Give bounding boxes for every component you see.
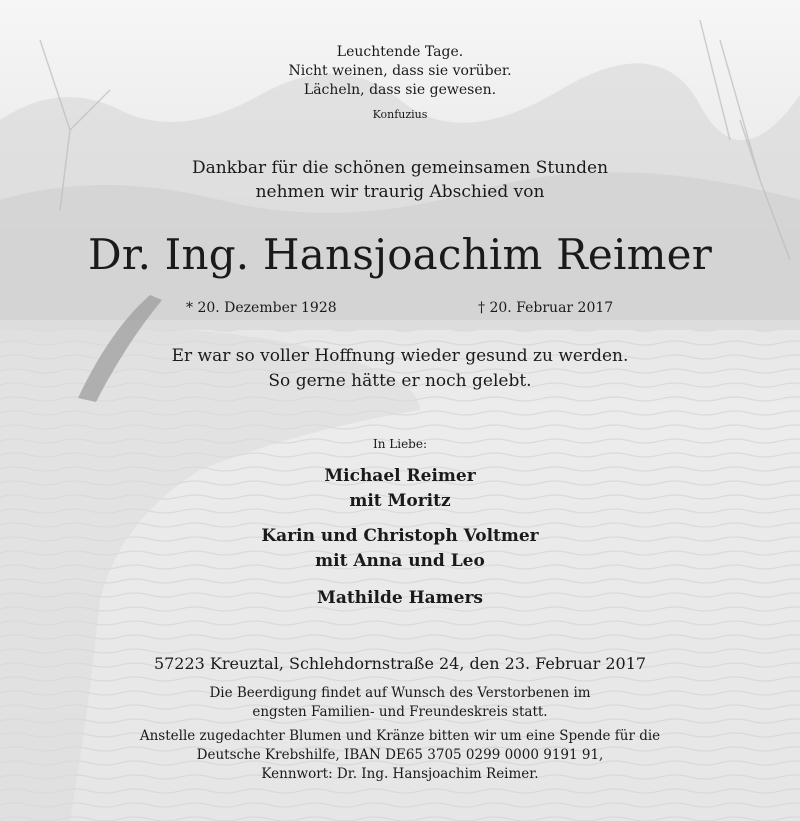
death-date: † 20. Februar 2017 [478,300,614,316]
donation-line-3: Kennwort: Dr. Ing. Hansjoachim Reimer. [261,766,539,782]
birth-date: * 20. Dezember 1928 [186,300,337,316]
motto-line-1: Leuchtende Tage. [336,44,464,60]
deceased-name: Dr. Ing. Hansjoachim Reimer [88,230,712,279]
mourner-1-name: Michael Reimer [324,466,476,486]
intro-line-2: nehmen wir traurig Abschied von [255,182,545,202]
mourner-1-with: mit Moritz [349,491,451,511]
donation-line-2: Deutsche Krebshilfe, IBAN DE65 3705 0299 0000 9191 91, [196,747,604,763]
donation-line-1: Anstelle zugedachter Blumen und Kränze bitten wir um eine Spende für die [139,728,661,744]
motto-line-2: Nicht weinen, dass sie vorüber. [288,63,512,79]
mourner-3-name: Mathilde Hamers [317,588,483,608]
motto-line-3: Lächeln, dass sie gewesen. [303,82,497,98]
address-date: 57223 Kreuztal, Schlehdornstraße 24, den 23. Februar 2017 [153,654,647,673]
mourner-2-name: Karin und Christoph Voltmer [261,526,539,546]
funeral-line-2: engsten Familien- und Freundeskreis statt. [252,704,548,720]
intro-line-1: Dankbar für die schönen gemeinsamen Stunden [191,158,609,178]
quote-line-2: So gerne hätte er noch gelebt. [268,371,532,391]
funeral-line-1: Die Beerdigung findet auf Wunsch des Verstorbenen im [209,685,591,701]
mourners-label: In Liebe: [372,437,428,451]
quote-line-1: Er war so voller Hoffnung wieder gesund zu werden. [171,346,629,366]
mourner-2-with: mit Anna und Leo [315,551,485,571]
motto-author: Konfuzius [372,108,428,121]
